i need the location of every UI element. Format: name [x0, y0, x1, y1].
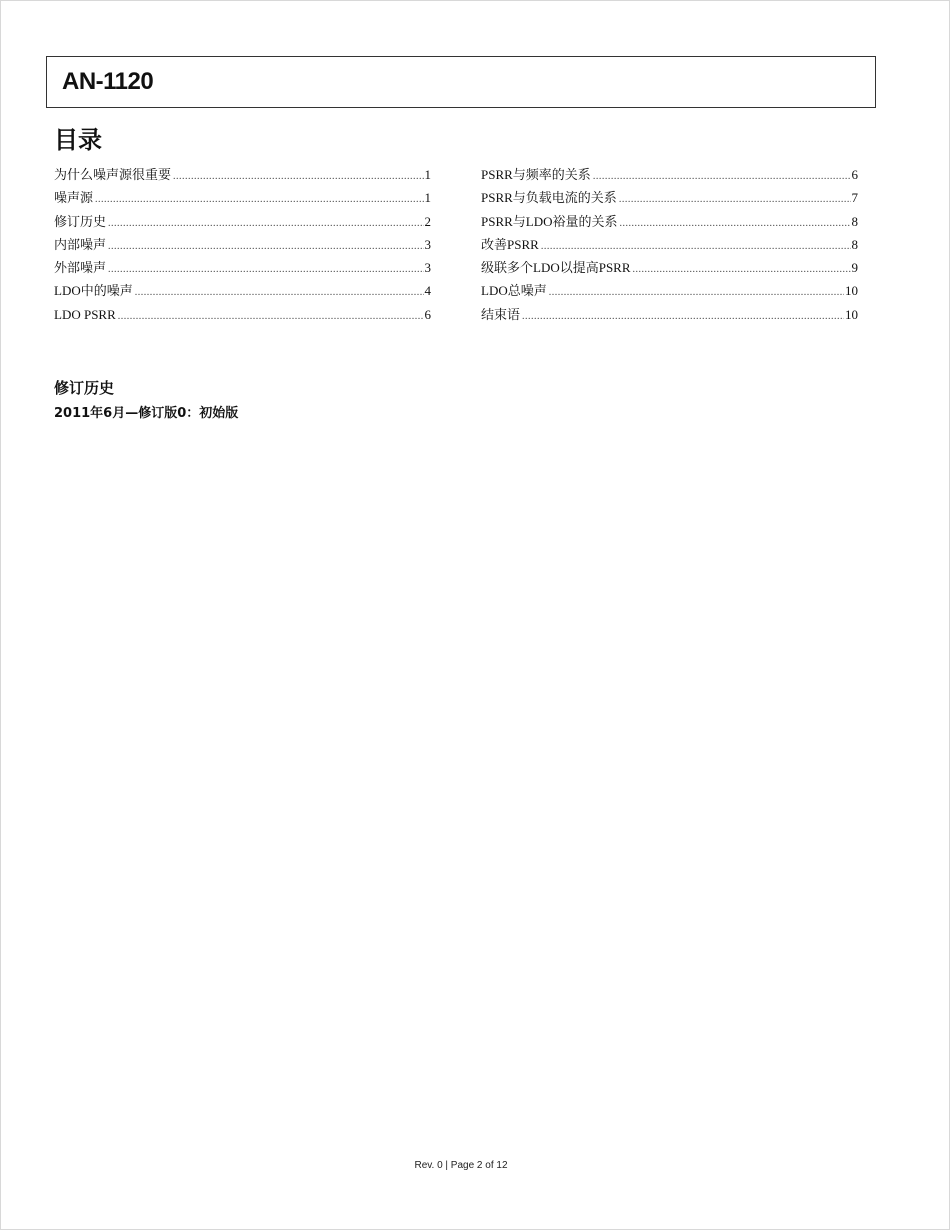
toc-item-label: 级联多个LDO以提高PSRR — [481, 260, 631, 276]
toc-item-page: 8 — [851, 236, 858, 252]
toc-dot-leader — [173, 167, 423, 187]
toc-dot-leader — [593, 167, 851, 187]
toc-item-label: 修订历史 — [54, 213, 107, 229]
toc-item-page: 1 — [424, 167, 431, 182]
toc-item-label: 外部噪声 — [54, 260, 107, 276]
toc-left-column — [54, 165, 431, 328]
toc-title: 目录 — [54, 126, 102, 154]
toc-item-label: LDO中的噪声 — [54, 283, 133, 299]
toc-item-psrr-vs-ldo-headroom[interactable] — [481, 212, 858, 235]
toc-item-page: 10 — [845, 306, 858, 322]
revision-entry: 2011年6月—修订版0：初始版 — [54, 406, 239, 421]
toc-item-conclusion[interactable] — [481, 305, 858, 328]
toc-item-label: PSRR与负载电流的关系 — [481, 190, 617, 206]
toc-item-page: 1 — [424, 190, 431, 206]
toc-item-page: 8 — [851, 213, 858, 229]
document-id: AN-1120 — [62, 68, 154, 95]
toc-right-column — [481, 165, 858, 328]
toc-item-label: LDO PSRR — [54, 306, 116, 322]
toc-dot-leader — [633, 260, 851, 280]
toc-item-label: 内部噪声 — [54, 236, 107, 252]
toc-item-label: PSRR与频率的关系 — [481, 167, 591, 182]
toc-item-label: LDO总噪声 — [481, 283, 547, 299]
toc-dot-leader — [620, 214, 851, 234]
revision-history-heading: 修订历史 — [54, 379, 115, 397]
toc-item-psrr-vs-load-current[interactable] — [481, 188, 858, 211]
toc-item-noise-in-ldo[interactable] — [54, 281, 431, 304]
toc-item-label: 噪声源 — [54, 190, 94, 206]
toc-item-page: 7 — [851, 190, 858, 206]
toc-item-page: 6 — [851, 167, 858, 182]
toc-item-cascading-ldos[interactable] — [481, 258, 858, 281]
toc-item-page: 3 — [424, 260, 431, 276]
toc-item-internal-noise[interactable] — [54, 235, 431, 258]
toc-dot-leader — [108, 260, 423, 280]
toc-item-why-noise-sources-matter[interactable] — [54, 165, 431, 188]
toc-item-page: 6 — [424, 306, 431, 322]
toc-dot-leader — [549, 283, 844, 303]
toc-item-noise-sources[interactable] — [54, 188, 431, 211]
toc-item-external-noise[interactable] — [54, 258, 431, 281]
toc-dot-leader — [541, 237, 851, 257]
toc-item-label: 改善PSRR — [481, 236, 539, 252]
toc-dot-leader — [522, 307, 844, 327]
toc-item-page: 3 — [424, 236, 431, 252]
header-box — [46, 56, 876, 108]
toc-dot-leader — [108, 237, 423, 257]
toc-dot-leader — [619, 190, 851, 210]
toc-dot-leader — [95, 190, 423, 210]
toc-item-page: 2 — [424, 213, 431, 229]
toc-item-revision-history[interactable] — [54, 212, 431, 235]
toc-item-page: 10 — [845, 283, 858, 299]
toc-dot-leader — [118, 307, 424, 327]
toc-item-ldo-total-noise[interactable] — [481, 281, 858, 304]
toc-item-improving-psrr[interactable] — [481, 235, 858, 258]
toc-item-label: 结束语 — [481, 306, 521, 322]
toc-item-page: 9 — [851, 260, 858, 276]
toc-item-ldo-psrr[interactable] — [54, 305, 431, 328]
page-footer: Rev. 0 | Page 2 of 12 — [414, 1160, 508, 1171]
toc-dot-leader — [135, 283, 424, 303]
toc-item-label: 为什么噪声源很重要 — [54, 167, 172, 182]
toc-dot-leader — [108, 214, 423, 234]
toc-item-label: PSRR与LDO裕量的关系 — [481, 213, 618, 229]
toc-item-page: 4 — [424, 283, 431, 299]
toc-item-psrr-vs-frequency[interactable] — [481, 165, 858, 188]
